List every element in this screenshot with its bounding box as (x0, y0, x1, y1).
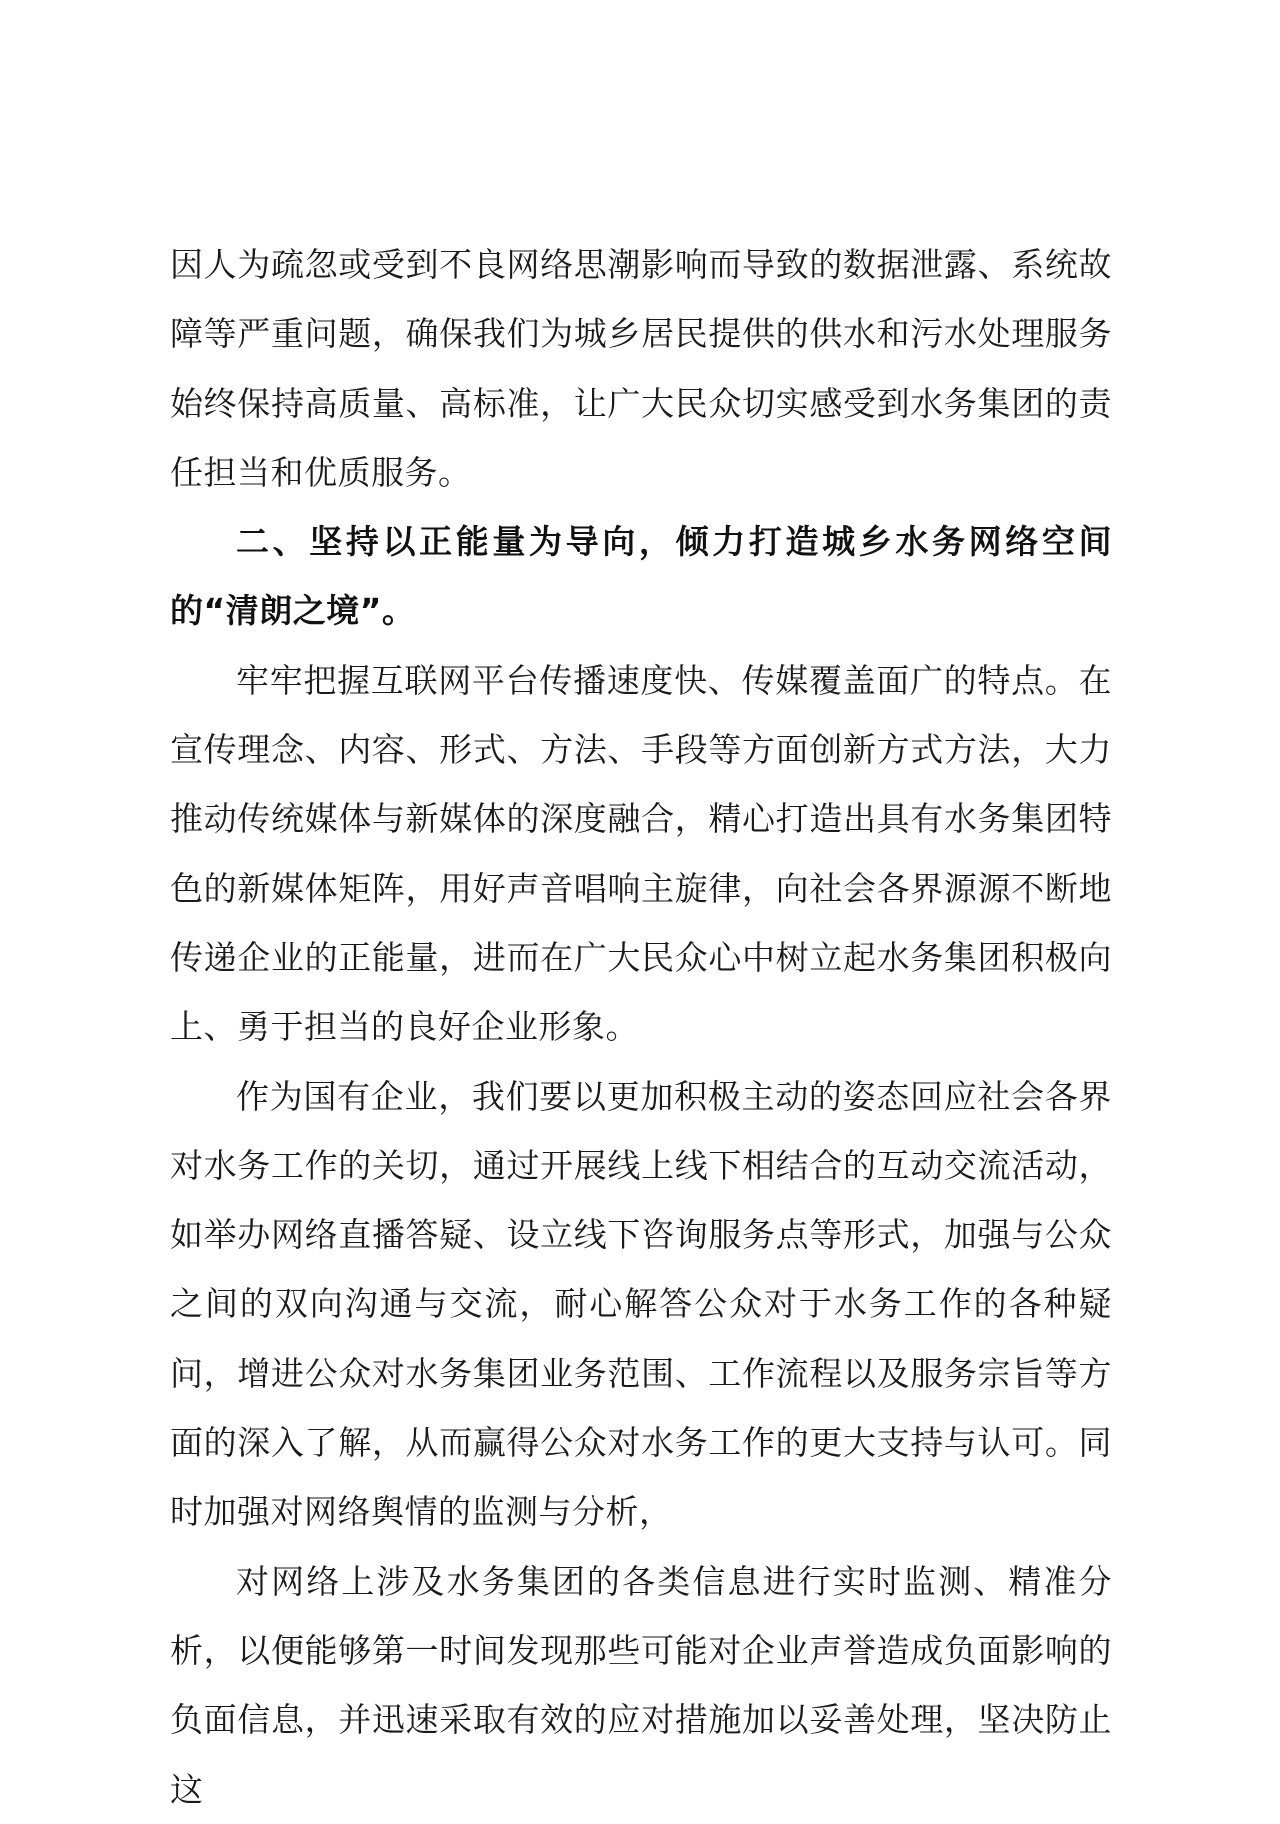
paragraph-monitoring: 对网络上涉及水务集团的各类信息进行实时监测、精准分析，以便能够第一时间发现那些可能对企业声誉造成负面影响的负面信息，并迅速采取有效的应对措施加以妥善处理，坚决防止这 (170, 1561, 1112, 1809)
paragraph-continuation: 因人为疏忽或受到不良网络思潮影响而导致的数据泄露、系统故障等严重问题，确保我们为城乡居民提供的供水和污水处理服务始终保持高质量、高标准，让广大民众切实感受到水务集团的责任担当和优质服务。 (170, 245, 1112, 492)
document-body (170, 230, 1112, 1824)
paragraph-public-engagement: 作为国有企业，我们要以更加积极主动的姿态回应社会各界对水务工作的关切，通过开展线上线下相结合的互动交流活动，如举办网络直播答疑、设立线下咨询服务点等形式，加强与公众之间的双向沟通与交流，耐心解答公众对于水务工作的各种疑问，增进公众对水务集团业务范围、工作流程以及服务宗旨等方面的深入了解，从而赢得公众对水务工作的更大支持与认可。同时加强对网络舆情的监测与分析， (170, 1076, 1112, 1532)
paragraph-new-media: 牢牢把握互联网平台传播速度快、传媒覆盖面广的特点。在宣传理念、内容、形式、方法、手段等方面创新方式方法，大力推动传统媒体与新媒体的深度融合，精心打造出具有水务集团特色的新媒体矩阵，用好声音唱响主旋律，向社会各界源源不断地传递企业的正能量，进而在广大民众心中树立起水务集团积极向上、勇于担当的良好企业形象。 (170, 660, 1112, 1047)
section-heading: 二、坚持以正能量为导向，倾力打造城乡水务网络空间的“清朗之境”。 (170, 522, 1112, 631)
